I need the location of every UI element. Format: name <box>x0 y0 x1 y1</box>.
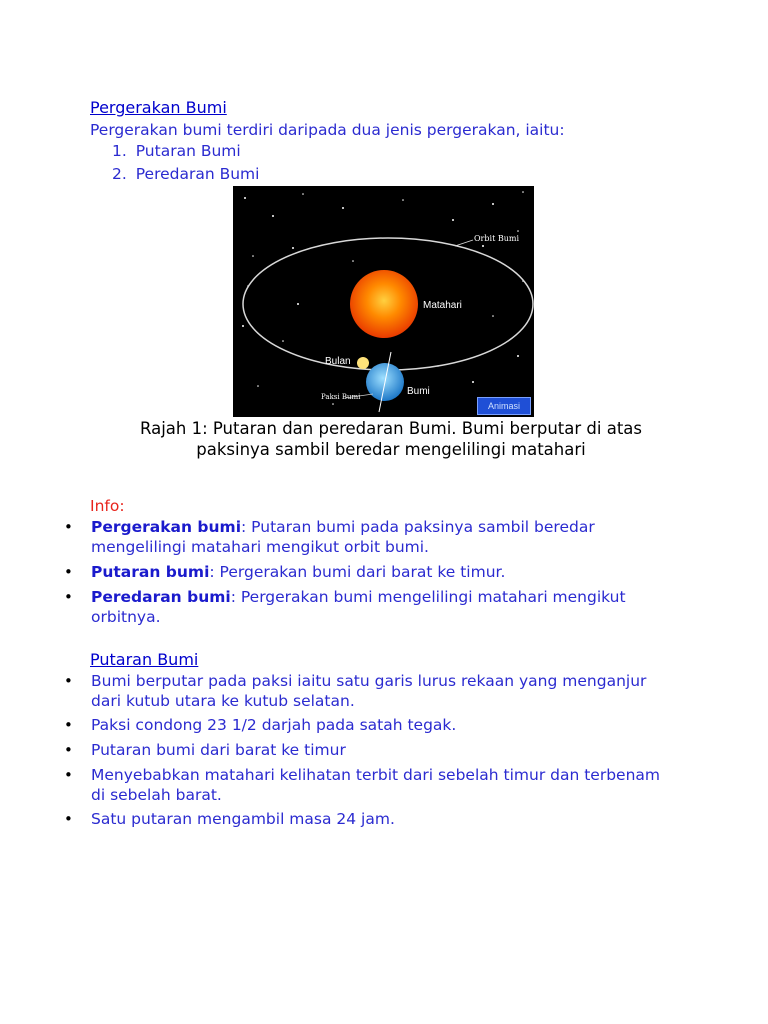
moon-label: Bulan <box>325 356 351 367</box>
term: Peredaran bumi <box>91 588 231 606</box>
list-text: Menyebabkan matahari kelihatan terbit dari sebelah timur dan terbenam di sebelah barat. <box>91 766 660 804</box>
bullet-icon: • <box>64 741 73 759</box>
caption-line: paksinya sambil beredar mengelilingi matahari <box>196 440 586 459</box>
bullet-icon: • <box>64 563 73 581</box>
bullet-icon: • <box>64 588 73 606</box>
list-text: Peredaran Bumi <box>135 165 260 183</box>
description: : Pergerakan bumi mengelilingi matahari mengikut orbitnya. <box>91 588 626 626</box>
bullet-icon: • <box>64 518 73 536</box>
figure-caption <box>96 418 686 460</box>
bullet-icon: • <box>64 672 73 690</box>
orbit-label: Orbit Bumi <box>474 234 519 243</box>
bullet-icon: • <box>64 716 73 734</box>
list-text: Satu putaran mengambil masa 24 jam. <box>91 810 395 828</box>
term: Putaran bumi <box>91 563 210 581</box>
bullet-icon: • <box>64 766 73 784</box>
list-item <box>112 164 259 184</box>
intro-text: Pergerakan bumi terdiri daripada dua jenis pergerakan, iaitu: <box>90 121 565 139</box>
sun-shape <box>350 270 418 338</box>
description: : Pergerakan bumi dari barat ke timur. <box>209 563 506 581</box>
info-heading: Info: <box>90 497 125 515</box>
list-text: Bumi berputar pada paksi iaitu satu garis lurus rekaan yang menganjur dari kutub utara ke kutub selatan. <box>91 672 647 710</box>
orbit-illustration <box>233 186 534 417</box>
earth-orbit-diagram <box>233 186 534 417</box>
sun-label: Matahari <box>423 300 462 311</box>
earth-label: Bumi <box>407 386 430 397</box>
description: : Putaran bumi pada paksinya sambil beredar mengelilingi matahari mengikut orbit bumi. <box>91 518 595 556</box>
section-heading-pergerakan-bumi[interactable]: Pergerakan Bumi <box>90 98 227 117</box>
section-heading-putaran-bumi[interactable]: Putaran Bumi <box>90 650 199 669</box>
bullet-icon: • <box>64 810 73 828</box>
term: Pergerakan bumi <box>91 518 242 536</box>
axis-label: Paksi Bumi <box>321 393 361 401</box>
list-text: Putaran Bumi <box>135 142 241 160</box>
list-item <box>112 141 241 161</box>
caption-line: Rajah 1: Putaran dan peredaran Bumi. Bumi berputar di atas <box>139 419 643 438</box>
animation-button[interactable]: Animasi <box>477 397 531 415</box>
moon-shape <box>357 357 369 369</box>
list-number: 1. <box>112 142 127 160</box>
list-number: 2. <box>112 165 127 183</box>
list-text: Putaran bumi dari barat ke timur <box>91 741 346 759</box>
list-text: Paksi condong 23 1/2 darjah pada satah tegak. <box>91 716 457 734</box>
